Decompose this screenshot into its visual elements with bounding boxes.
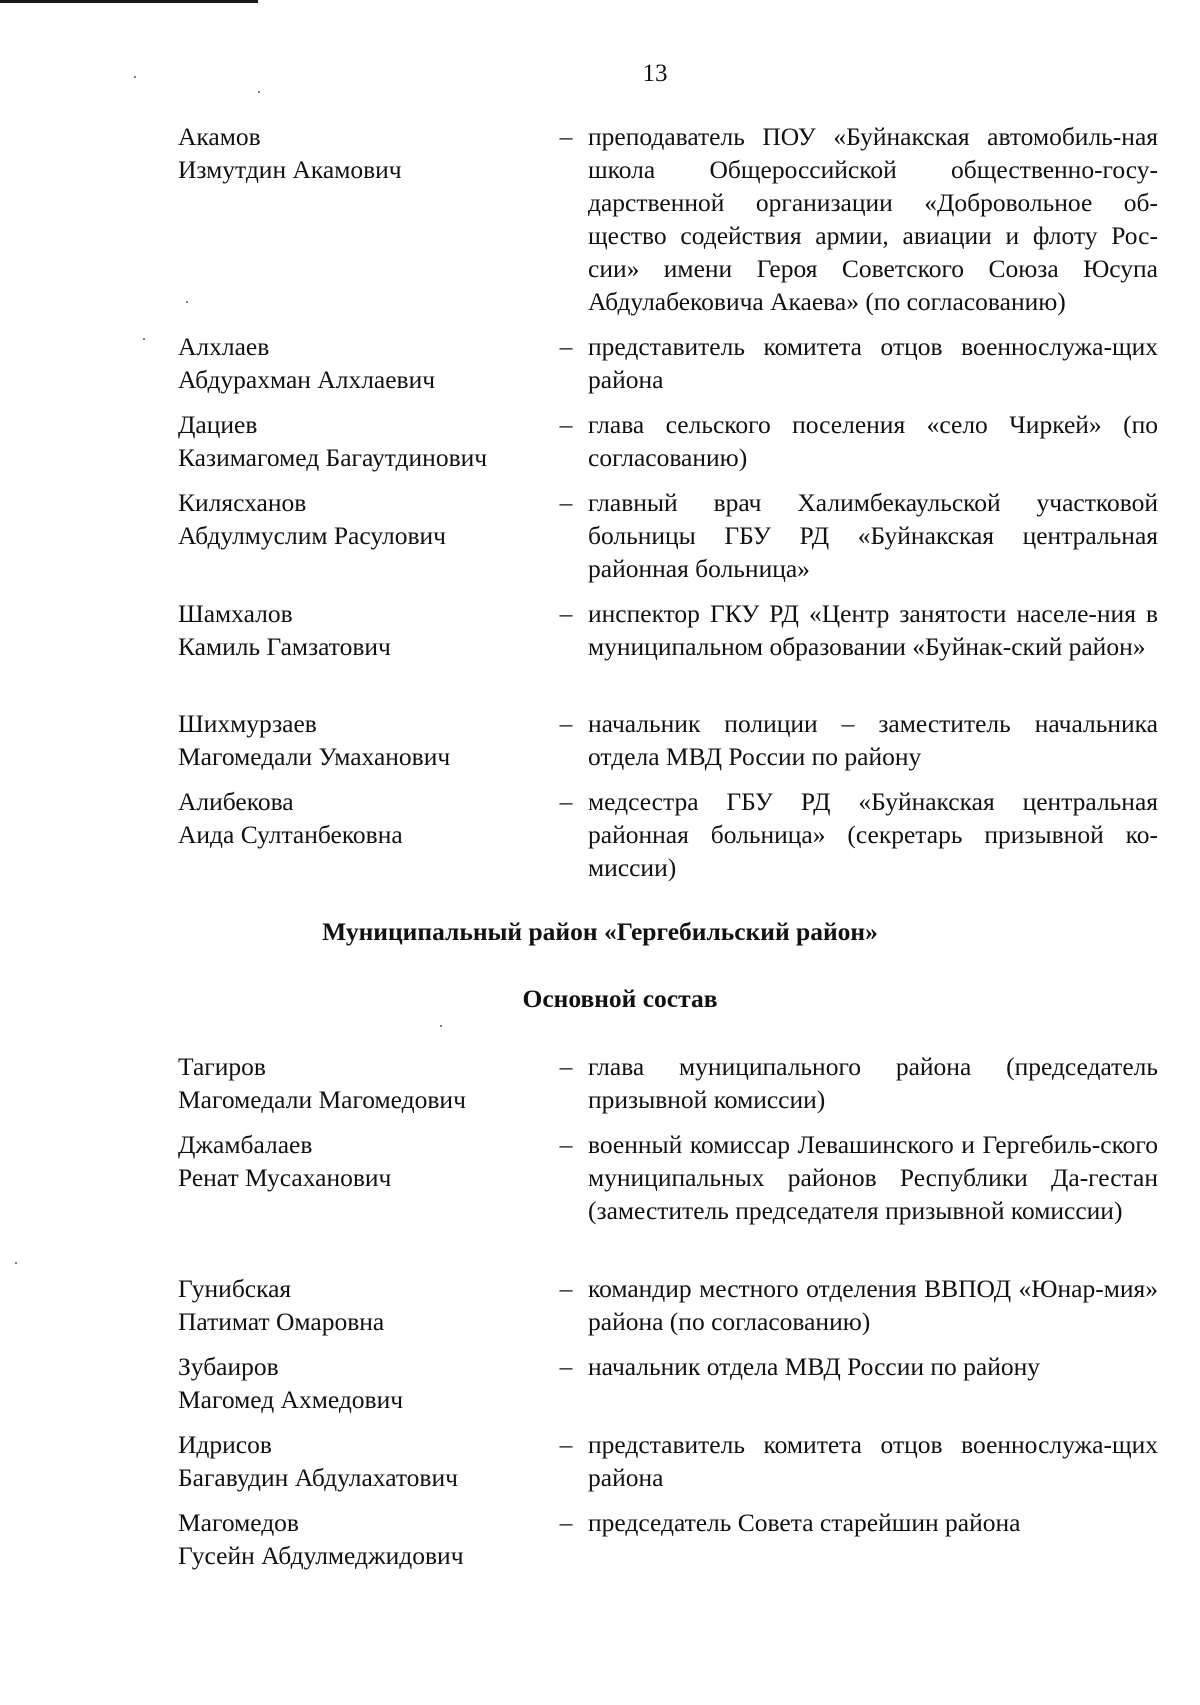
entry-dash: – (559, 332, 573, 361)
member-given-name: Абдулмуслим Расулович (178, 521, 446, 550)
entry-dash: – (559, 1052, 573, 1081)
member-surname: Магомедов (178, 1508, 299, 1537)
member-given-name: Гусейн Абдулмеджидович (178, 1541, 464, 1570)
scan-speck (134, 76, 136, 78)
entry-dash: – (559, 1508, 573, 1537)
member-given-name: Аида Султанбековна (178, 820, 403, 849)
entry-dash: – (559, 410, 573, 439)
member-role: инспектор ГКУ РД «Центр занятости населе-ния в муниципальном образовании «Буйнак-ский район» (588, 599, 1158, 661)
member-given-name: Патимат Омаровна (178, 1307, 385, 1336)
entry-dash: – (559, 709, 573, 738)
member-role: командир местного отделения ВВПОД «Юнар-мия» района (по согласованию) (588, 1274, 1158, 1336)
member-role: представитель комитета отцов военнослужа-щих района (588, 1430, 1158, 1492)
top-rule (0, 0, 258, 3)
entry-dash: – (559, 1352, 573, 1381)
scan-speck (440, 1025, 442, 1027)
member-role: председатель Совета старейшин района (588, 1508, 1021, 1537)
member-surname: Алибекова (178, 787, 294, 816)
composition-heading: Основной состав (522, 984, 718, 1013)
member-name (178, 408, 548, 474)
entry-dash: – (559, 122, 573, 151)
member-role: представитель комитета отцов военнослужа-щих района (588, 332, 1158, 394)
member-role: глава сельского поселения «село Чиркей» (по согласованию) (588, 410, 1158, 472)
member-role: глава муниципального района (председатель призывной комиссии) (588, 1052, 1158, 1114)
member-name (178, 785, 548, 851)
member-surname: Джамбалаев (178, 1130, 313, 1159)
member-name (178, 1272, 548, 1338)
member-role: главный врач Халимбекаульской участковой больницы ГБУ РД «Буйнакская центральная районная больница» (588, 488, 1158, 583)
member-name (178, 120, 548, 186)
member-name (178, 597, 548, 663)
member-given-name: Магомедали Умаханович (178, 742, 451, 771)
page-number: 13 (642, 60, 668, 87)
member-surname: Гунибская (178, 1274, 292, 1303)
member-given-name: Магомед Ахмедович (178, 1385, 404, 1414)
member-role: начальник полиции – заместитель начальника отдела МВД России по району (588, 709, 1158, 771)
member-given-name: Ренат Мусаханович (178, 1163, 392, 1192)
entry-dash: – (559, 1130, 573, 1159)
member-role: военный комиссар Левашинского и Гергебиль-ского муниципальных районов Республики Да-гестан (заместитель председателя призывной комиссии) (588, 1130, 1158, 1225)
entry-dash: – (559, 1430, 573, 1459)
member-name (178, 707, 548, 773)
member-surname: Алхлаев (178, 332, 270, 361)
member-surname: Дациев (178, 410, 258, 439)
member-given-name: Багавудин Абдулахатович (178, 1463, 458, 1492)
scan-speck (143, 338, 145, 340)
member-name (178, 1050, 548, 1116)
member-given-name: Абдурахман Алхлаевич (178, 365, 436, 394)
member-role: преподаватель ПОУ «Буйнакская автомобиль-ная школа Общероссийской общественно-госу-дарственной организации «Добровольное об-щество содействия армии, авиации и флоту Рос-сии» имени Героя Советского Союза Юсупа Абдулабековича Акаева» (по согласованию) (588, 122, 1158, 316)
district-heading: Муниципальный район «Гергебильский район» (322, 917, 878, 946)
member-given-name: Магомедали Магомедович (178, 1085, 466, 1114)
member-surname: Зубаиров (178, 1352, 279, 1381)
member-name (178, 1128, 548, 1194)
member-given-name: Измутдин Акамович (178, 155, 402, 184)
entry-dash: – (559, 1274, 573, 1303)
scan-speck (258, 91, 260, 93)
member-surname: Тагиров (178, 1052, 266, 1081)
member-surname: Шамхалов (178, 599, 293, 628)
scan-speck (15, 1262, 17, 1264)
entry-dash: – (559, 787, 573, 816)
entry-dash: – (559, 488, 573, 517)
member-name (178, 1506, 548, 1572)
member-given-name: Камиль Гамзатович (178, 632, 391, 661)
member-name (178, 1428, 548, 1494)
entry-dash: – (559, 599, 573, 628)
member-role: начальник отдела МВД России по району (588, 1352, 1041, 1381)
member-surname: Килясханов (178, 488, 307, 517)
member-surname: Идрисов (178, 1430, 272, 1459)
member-surname: Акамов (178, 122, 261, 151)
member-name (178, 1350, 548, 1416)
member-role: медсестра ГБУ РД «Буйнакская центральная районная больница» (секретарь призывной ко-миссии) (588, 787, 1158, 882)
member-name (178, 486, 548, 552)
member-surname: Шихмурзаев (178, 709, 317, 738)
member-given-name: Казимагомед Багаутдинович (178, 443, 488, 472)
member-name (178, 330, 548, 396)
scan-speck (186, 301, 188, 303)
